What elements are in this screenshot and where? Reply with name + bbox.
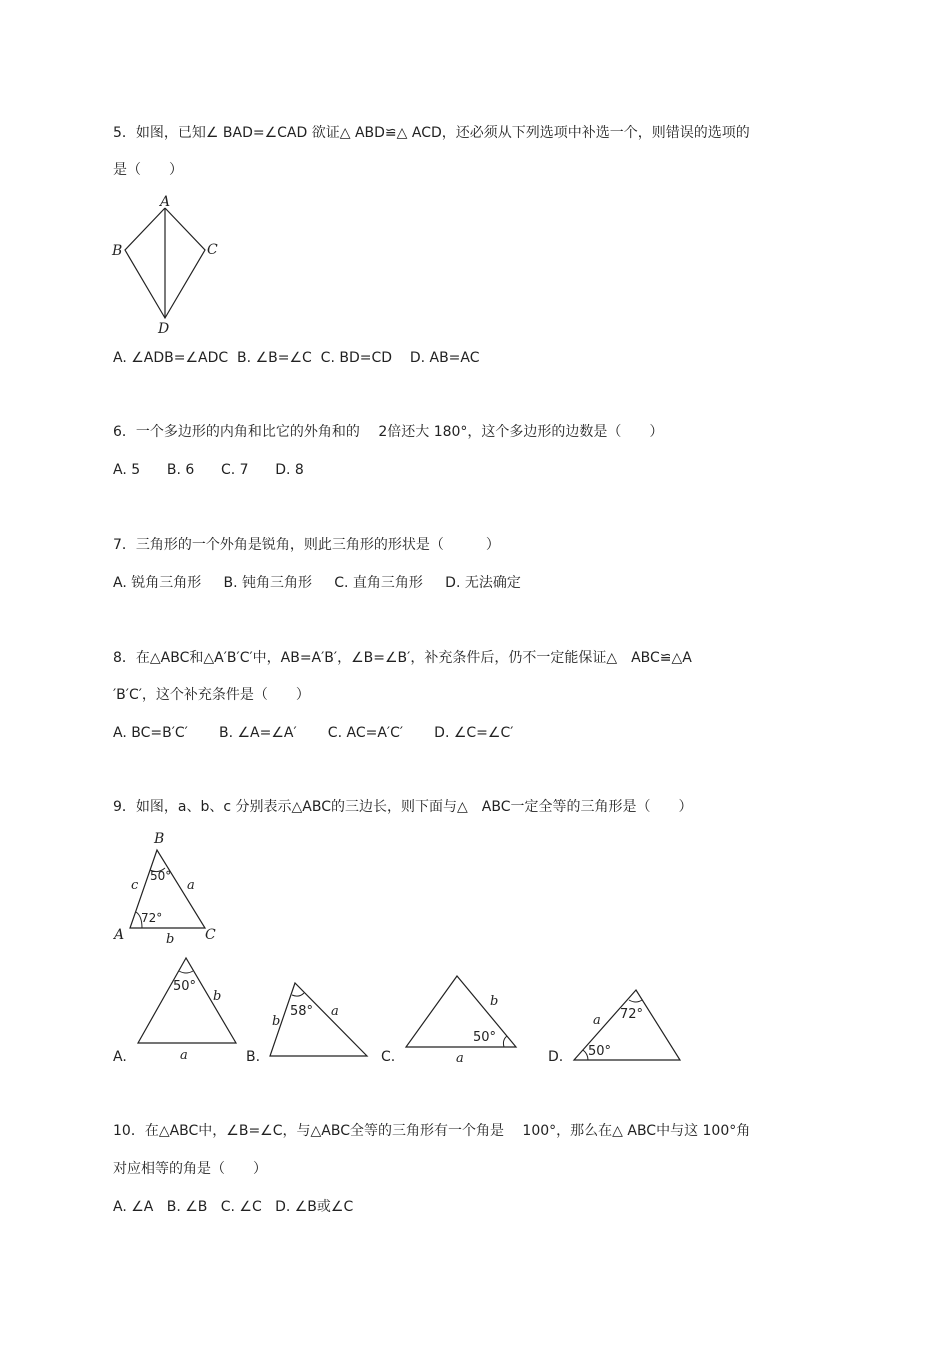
q9-option-a-triangle — [130, 952, 245, 1062]
q5-text-line1: 5．如图，已知∠ BAD=∠CAD 欲证△ ABD≌△ ACD，还必须从下列选项中补选一个，则错误的选项的 — [113, 125, 750, 141]
q9-side-a: a — [187, 878, 195, 893]
q9-option-a-label: A. — [113, 1049, 127, 1065]
q5-options: A. ∠ADB=∠ADC B. ∠B=∠C C. BD=CD D. AB=AC — [113, 350, 480, 366]
q5-vertex-d: D — [158, 321, 170, 337]
q9-option-c-label: C. — [381, 1049, 396, 1065]
q9-side-b: b — [166, 932, 175, 947]
q5-text-line2: 是（ ） — [113, 162, 183, 178]
q9-side-c: c — [131, 878, 139, 893]
q9-option-b-angle: 58° — [290, 1004, 314, 1019]
q8-text-line2: ′B′C′，这个补充条件是（ ） — [113, 687, 310, 703]
q9-option-d-angle-left: 50° — [588, 1044, 612, 1059]
q5-vertex-b: B — [112, 243, 123, 259]
q5-vertex-c: C — [207, 242, 218, 258]
q9-option-a-angle: 50° — [173, 979, 197, 994]
q10-text-line2: 对应相等的角是（ ） — [113, 1161, 267, 1177]
q9-option-d-angle-top: 72° — [620, 1007, 644, 1022]
q9-option-b-side-b: b — [272, 1014, 281, 1029]
q9-vertex-c: C — [205, 927, 216, 943]
q9-option-a-side-a: a — [180, 1048, 188, 1063]
q5-vertex-a: A — [160, 194, 171, 210]
q7-text: 7．三角形的一个外角是锐角，则此三角形的形状是（ ） — [113, 537, 500, 553]
q6-options: A. 5 B. 6 C. 7 D. 8 — [113, 462, 304, 478]
q10-options: A. ∠A B. ∠B C. ∠C D. ∠B或∠C — [113, 1199, 354, 1215]
q9-option-c-angle: 50° — [473, 1030, 497, 1045]
q10-text-line1: 10．在△ABC中，∠B=∠C，与△ABC全等的三角形有一个角是 100°，那么在△ ABC中与这 100°角 — [113, 1123, 751, 1139]
q9-option-d-label: D. — [548, 1049, 564, 1065]
q8-text-line1: 8．在△ABC和△A′B′C′中，AB=A′B′，∠B=∠B′，补充条件后，仍不一定能保证△ ABC≌△A — [113, 650, 692, 666]
q9-option-d-triangle — [566, 982, 686, 1067]
q9-main-triangle-figure — [110, 826, 225, 946]
q9-text: 9．如图，a、b、c 分别表示△ABC的三边长，则下面与△ ABC一定全等的三角形是（ ） — [113, 799, 693, 815]
q7-options: A. 锐角三角形 B. 钝角三角形 C. 直角三角形 D. 无法确定 — [113, 575, 521, 591]
q5-kite-figure — [110, 192, 230, 337]
q9-option-c-side-a: a — [456, 1051, 464, 1066]
q9-option-a-side-b: b — [213, 989, 222, 1004]
q9-vertex-a: A — [114, 927, 125, 943]
q9-option-c-side-b: b — [490, 994, 499, 1009]
q9-option-c-triangle — [400, 970, 525, 1066]
q9-angle-a: 72° — [141, 911, 163, 925]
q9-option-b-side-a: a — [331, 1004, 339, 1019]
q8-options: A. BC=B′C′ B. ∠A=∠A′ C. AC=A′C′ D. ∠C=∠C′ — [113, 725, 514, 741]
q9-option-b-triangle — [262, 975, 377, 1060]
q9-angle-b: 50° — [150, 869, 172, 883]
q6-text: 6．一个多边形的内角和比它的外角和的 2倍还大 180°，这个多边形的边数是（ ） — [113, 424, 664, 440]
q9-vertex-b: B — [154, 831, 165, 847]
q9-option-d-side-a: a — [593, 1013, 601, 1028]
q9-option-b-label: B. — [246, 1049, 261, 1065]
